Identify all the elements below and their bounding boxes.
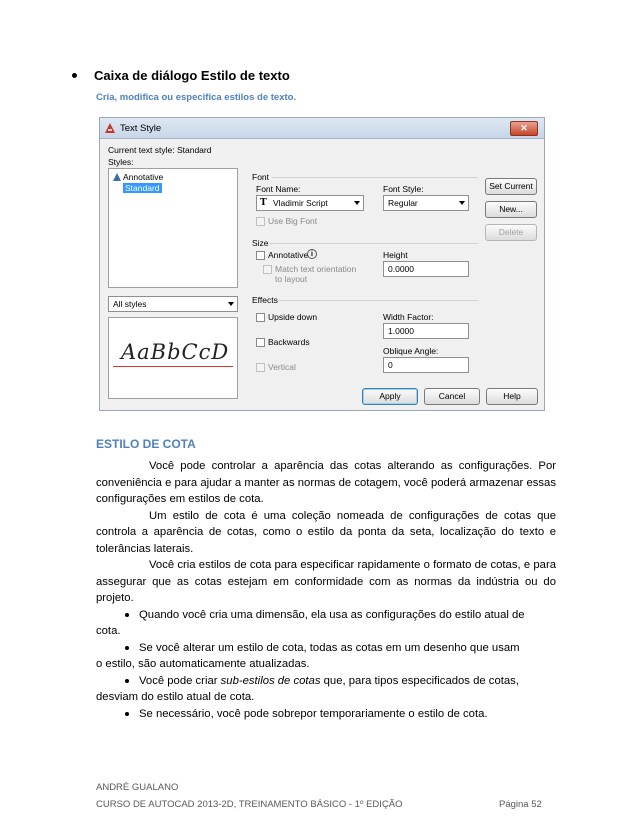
chevron-down-icon	[228, 302, 234, 306]
paragraph: Você cria estilos de cota para especificar rapidamente o formato de cotas, e para assegurar que as cotas estejam em conformidade com as normas da indústria ou do projeto.	[96, 559, 556, 604]
effects-group-label: Effects	[252, 295, 278, 305]
use-big-font-checkbox[interactable]	[256, 217, 265, 226]
style-item-standard[interactable]: Standard	[125, 183, 160, 193]
font-style-value: Regular	[388, 198, 418, 208]
font-name-label: Font Name:	[256, 184, 301, 194]
vertical-checkbox[interactable]	[256, 363, 265, 372]
match-orientation-label-2: to layout	[275, 274, 308, 284]
dialog-heading	[72, 68, 290, 83]
oblique-angle-value: 0	[388, 360, 393, 370]
paragraph: Um estilo de cota é uma coleção nomeada de configurações de cotas que controla a aparência de cotas, como o estilo da ponta da seta, localização do texto e tolerâncias laterais.	[96, 509, 556, 555]
use-big-font-label: Use Big Font	[268, 216, 318, 226]
cancel-button[interactable]: Cancel	[424, 388, 480, 405]
help-button[interactable]: Help	[486, 388, 538, 405]
styles-list[interactable]	[108, 168, 238, 288]
delete-style-button[interactable]: Delete	[485, 224, 537, 241]
bullet-dot	[125, 679, 129, 683]
height-value: 0.0000	[388, 264, 414, 274]
list-item-text-pre: Você pode criar	[139, 674, 221, 687]
styles-filter-select[interactable]	[108, 296, 238, 312]
chevron-down-icon	[459, 201, 465, 205]
list-item-continuation: o estilo, são automaticamente atualizadas.	[96, 658, 310, 670]
match-orientation-checkbox[interactable]	[263, 265, 272, 274]
list-item	[96, 607, 556, 640]
bullet-dot	[125, 712, 129, 716]
bullet-list	[96, 607, 556, 723]
width-factor-label: Width Factor:	[383, 312, 434, 322]
text-style-dialog	[99, 117, 545, 411]
font-group-label: Font	[252, 172, 270, 182]
backwards-checkbox[interactable]	[256, 338, 265, 347]
bullet-dot	[125, 646, 129, 650]
list-item-continuation: desviam do estilo atual de cota.	[96, 691, 255, 703]
bullet-dot	[72, 73, 77, 78]
preview-text: AaBbCcD	[121, 340, 230, 364]
upside-down-label: Upside down	[268, 312, 318, 322]
size-group-label: Size	[252, 238, 269, 248]
list-item-text	[139, 673, 519, 690]
footer-page-number: Página 52	[499, 799, 542, 810]
font-name-select[interactable]	[256, 195, 364, 211]
footer-author: ANDRÉ GUALANO	[96, 782, 179, 793]
bullet-dot	[125, 613, 129, 617]
style-item-annotative[interactable]: Annotative	[123, 172, 164, 182]
oblique-angle-label: Oblique Angle:	[383, 346, 439, 356]
current-style-label: Current text style: Standard	[108, 145, 212, 155]
annotative-label: Annotative	[268, 250, 309, 260]
list-item	[96, 640, 556, 673]
size-group-line	[270, 243, 478, 244]
effects-group-line	[278, 300, 478, 301]
list-item-emphasis: sub-estilos de cotas	[220, 674, 321, 687]
styles-label: Styles:	[108, 157, 134, 167]
section-title: ESTILO DE COTA	[96, 437, 196, 451]
set-current-button[interactable]: Set Current	[485, 178, 537, 195]
font-name-value: Vladimir Script	[273, 198, 328, 208]
list-item-text: Se necessário, você pode sobrepor temporariamente o estilo de cota.	[139, 707, 488, 720]
caption: Cria, modifica ou especifica estilos de texto.	[96, 92, 297, 103]
vertical-label: Vertical	[268, 362, 296, 372]
preview-box	[108, 317, 238, 399]
footer-course: CURSO DE AUTOCAD 2013-2D, TREINAMENTO BÁSICO - 1º EDIÇÃO	[96, 799, 403, 810]
backwards-label: Backwards	[268, 337, 310, 347]
height-input[interactable]	[383, 261, 469, 277]
annotative-checkbox[interactable]	[256, 251, 265, 260]
height-label: Height	[383, 250, 408, 260]
dialog-titlebar	[100, 118, 544, 139]
width-factor-value: 1.0000	[388, 326, 414, 336]
chevron-down-icon	[354, 201, 360, 205]
dialog-title: Text Style	[120, 123, 162, 134]
font-style-select[interactable]	[383, 195, 469, 211]
font-style-label: Font Style:	[383, 184, 424, 194]
preview-baseline	[113, 366, 233, 367]
paragraph: Você pode controlar a aparência das cotas alterando as configurações. Por conveniência e para ajudar a manter as normas de cotagem, você poderá armazenar essas configurações em estilos de cota.	[96, 460, 556, 505]
list-item-continuation: cota.	[96, 625, 121, 637]
truetype-icon: T	[260, 198, 267, 208]
apply-button[interactable]: Apply	[362, 388, 418, 405]
upside-down-checkbox[interactable]	[256, 313, 265, 322]
styles-filter-value: All styles	[113, 299, 147, 309]
dialog-heading-text: Caixa de diálogo Estilo de texto	[94, 68, 290, 83]
section-body	[96, 458, 556, 722]
info-icon[interactable]: i	[307, 249, 317, 259]
list-item-text: Quando você cria uma dimensão, ela usa as configurações do estilo atual de	[139, 608, 525, 621]
width-factor-input[interactable]	[383, 323, 469, 339]
match-orientation-label: Match text orientation	[275, 264, 357, 274]
close-button[interactable]: ✕	[510, 121, 538, 136]
list-item	[96, 673, 556, 706]
annotative-icon	[113, 173, 121, 181]
list-item	[96, 706, 556, 723]
oblique-angle-input[interactable]	[383, 357, 469, 373]
list-item-text-post: que, para tipos especificados de cotas,	[320, 674, 519, 687]
new-style-button[interactable]: New...	[485, 201, 537, 218]
autocad-a-icon	[104, 122, 116, 134]
font-group-line	[272, 177, 478, 178]
list-item-text: Se você alterar um estilo de cota, todas as cotas em um desenho que usam	[139, 641, 520, 654]
